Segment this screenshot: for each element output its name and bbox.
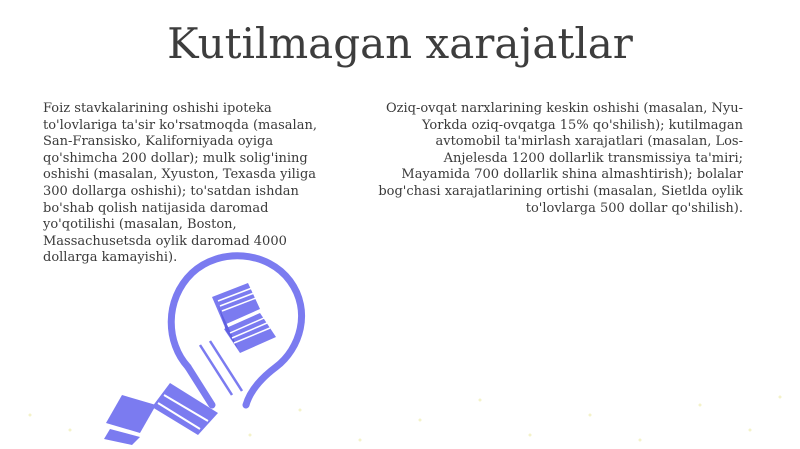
slide-title: Kutilmagan xarajatlar — [167, 19, 633, 68]
right-text-block: Oziq-ovqat narxlarining keskin oshishi (masalan, Nyu-Yorkda oziq-ovqatga 15% qo'shilish); kutilmagan avtomobil ta'mirlash xarajatlari (masalan, Los-Anjelesda 1200 dollarlik transmissiya ta'miri; Mayamida 700 dollarlik shina almashtirish); bolalar bog'chasi xarajatlarining ortishi (masalan, Sietlda oylik to'lovlarga 500 dollar qo'shilish). — [378, 101, 743, 216]
left-text-block: Foiz stavkalarining oshishi ipoteka to'lovlariga ta'sir ko'rsatmoqda (masalan, San-Fransisko, Kaliforniyada oyiga qo'shimcha 200 dollar); mulk solig'ining oshishi (masalan, Xyuston, Texasda yiliga 300 dollarga oshishi); to'satdan ishdan bo'shab qolish natijasida daromad yo'qotilishi (masalan, Boston, Massachusetsda oylik daromad 4000 dollarga kamayishi). — [43, 101, 317, 266]
lightbulb-book-icon — [100, 245, 320, 445]
